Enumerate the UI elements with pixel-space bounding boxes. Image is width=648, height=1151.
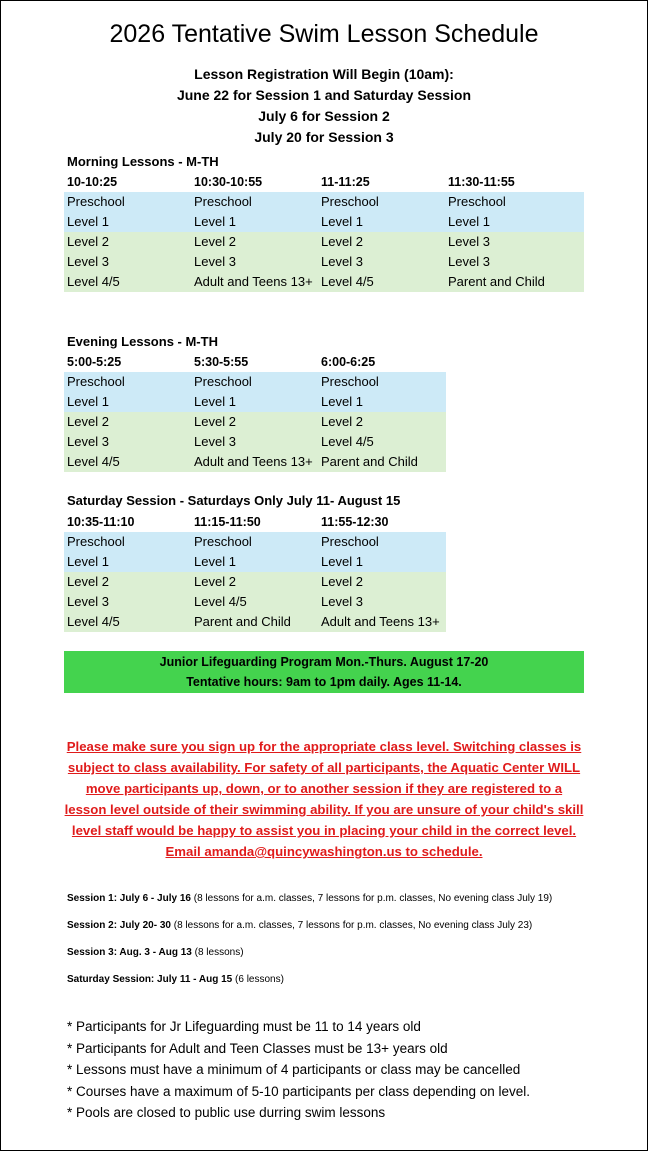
table-cell: Level 1 (318, 392, 446, 412)
table-cell: Preschool (64, 532, 191, 552)
table-cell: Level 4/5 (64, 272, 191, 292)
session-detail: (6 lessons) (235, 974, 284, 985)
class-level-notice: Please make sure you sign up for the appropriate class level. Switching classes is subject to class availability. For safety of all participants, the Aquatic Center WILL move participants up, down, or to another session if they are registered to a lesson level outside of their swimming ability. If you are unsure of your child's skill level staff would be happy to assist you in placing your child in the correct level. Email amanda@quincywashington.us to schedule. (64, 739, 584, 859)
registration-heading: Lesson Registration Will Begin (10am): (194, 66, 454, 82)
junior-lifeguarding-title: Junior Lifeguarding Program Mon.-Thurs. August 17-20 (159, 655, 489, 669)
table-cell: Level 4/5 (191, 592, 318, 612)
table-cell: Preschool (64, 192, 191, 212)
table-cell: Level 1 (318, 212, 445, 232)
table-cell: Parent and Child (318, 452, 446, 472)
time-header: 11:15-11:50 (194, 515, 261, 529)
table-cell: Level 4/5 (64, 452, 191, 472)
table-cell: Adult and Teens 13+ (191, 272, 318, 292)
table-cell: Level 3 (445, 252, 584, 272)
table-cell: Level 3 (191, 432, 318, 452)
table-cell: Level 3 (191, 252, 318, 272)
table-cell: Level 3 (64, 432, 191, 452)
page-title: 2026 Tentative Swim Lesson Schedule (109, 20, 539, 48)
session-dates-line (67, 893, 552, 904)
footnote: * Courses have a maximum of 5-10 participants per class depending on level. (67, 1083, 530, 1099)
footnote: * Pools are closed to public use durring swim lessons (67, 1105, 386, 1120)
session-label: Saturday Session: July 11 - Aug 15 (67, 974, 233, 985)
table-cell: Level 2 (64, 232, 191, 252)
table-cell: Preschool (445, 192, 584, 212)
session-detail: (8 lessons) (194, 947, 244, 958)
table-cell: Level 3 (318, 252, 445, 272)
table-cell: Level 1 (191, 212, 318, 232)
session-detail: (8 lessons for a.m. classes, 7 lessons for p.m. classes, No evening class July 23) (173, 920, 533, 931)
registration-block (0, 64, 648, 148)
junior-lifeguarding-hours: Tentative hours: 9am to 1pm daily. Ages 11-14. (186, 675, 462, 689)
footnote: * Participants for Jr Lifeguarding must be 11 to 14 years old (67, 1019, 421, 1034)
table-cell: Level 4/5 (318, 272, 445, 292)
time-header: 10:35-11:10 (67, 515, 135, 529)
morning-section-title: Morning Lessons - M-TH (67, 154, 219, 169)
table-cell: Level 4/5 (64, 612, 191, 632)
junior-lifeguarding-banner (64, 651, 584, 693)
time-header: 10:30-10:55 (194, 175, 263, 189)
table-cell: Parent and Child (191, 612, 318, 632)
table-cell: Level 3 (64, 252, 191, 272)
table-cell: Level 1 (191, 552, 318, 572)
session-label: Session 3: Aug. 3 - Aug 13 (67, 947, 192, 958)
table-cell: Preschool (318, 372, 446, 392)
session-label: Session 2: July 20- 30 (67, 920, 171, 931)
table-cell: Level 2 (318, 572, 446, 592)
registration-line: July 6 for Session 2 (258, 108, 390, 124)
registration-line: July 20 for Session 3 (254, 129, 394, 145)
time-header: 11:30-11:55 (448, 175, 515, 189)
time-header: 10-10:25 (67, 175, 118, 189)
footnote: * Participants for Adult and Teen Classes must be 13+ years old (67, 1040, 448, 1056)
table-cell: Preschool (191, 372, 318, 392)
table-cell: Level 2 (191, 232, 318, 252)
session-label: Session 1: July 6 - July 16 (67, 893, 191, 904)
table-cell: Level 2 (191, 412, 318, 432)
table-cell: Adult and Teens 13+ (191, 452, 318, 472)
footnotes-list (67, 1016, 530, 1124)
time-header: 11-11:25 (321, 175, 370, 189)
table-cell: Level 1 (445, 212, 584, 232)
table-cell: Level 2 (191, 572, 318, 592)
table-cell: Level 3 (445, 232, 584, 252)
table-cell: Level 3 (318, 592, 446, 612)
table-cell: Level 1 (64, 392, 191, 412)
table-cell: Level 2 (64, 572, 191, 592)
time-header: 11:55-12:30 (321, 515, 389, 529)
table-cell: Adult and Teens 13+ (318, 612, 446, 632)
session-dates-line (67, 974, 284, 985)
table-cell: Level 4/5 (318, 432, 446, 452)
table-cell: Preschool (318, 192, 445, 212)
table-cell: Level 1 (64, 552, 191, 572)
time-header: 6:00-6:25 (321, 355, 376, 369)
evening-section-title: Evening Lessons - M-TH (67, 334, 218, 349)
table-cell: Level 1 (191, 392, 318, 412)
time-header: 5:30-5:55 (194, 355, 249, 369)
registration-line: June 22 for Session 1 and Saturday Session (176, 87, 472, 103)
table-cell: Preschool (318, 532, 446, 552)
table-cell: Preschool (191, 192, 318, 212)
table-cell: Preschool (191, 532, 318, 552)
session-dates-line (67, 920, 532, 931)
footnote: * Lessons must have a minimum of 4 participants or class may be cancelled (67, 1062, 521, 1077)
time-header: 5:00-5:25 (67, 355, 122, 369)
saturday-section-title: Saturday Session - Saturdays Only July 11- August 15 (67, 493, 401, 508)
table-cell: Level 2 (318, 232, 445, 252)
table-cell: Level 1 (318, 552, 446, 572)
table-cell: Level 3 (64, 592, 191, 612)
table-cell: Parent and Child (445, 272, 584, 292)
session-dates-line (67, 947, 244, 958)
table-cell: Level 2 (318, 412, 446, 432)
session-detail: (8 lessons for a.m. classes, 7 lessons for p.m. classes, No evening class July 19) (193, 893, 553, 904)
table-cell: Level 2 (64, 412, 191, 432)
table-cell: Preschool (64, 372, 191, 392)
table-cell: Level 1 (64, 212, 191, 232)
